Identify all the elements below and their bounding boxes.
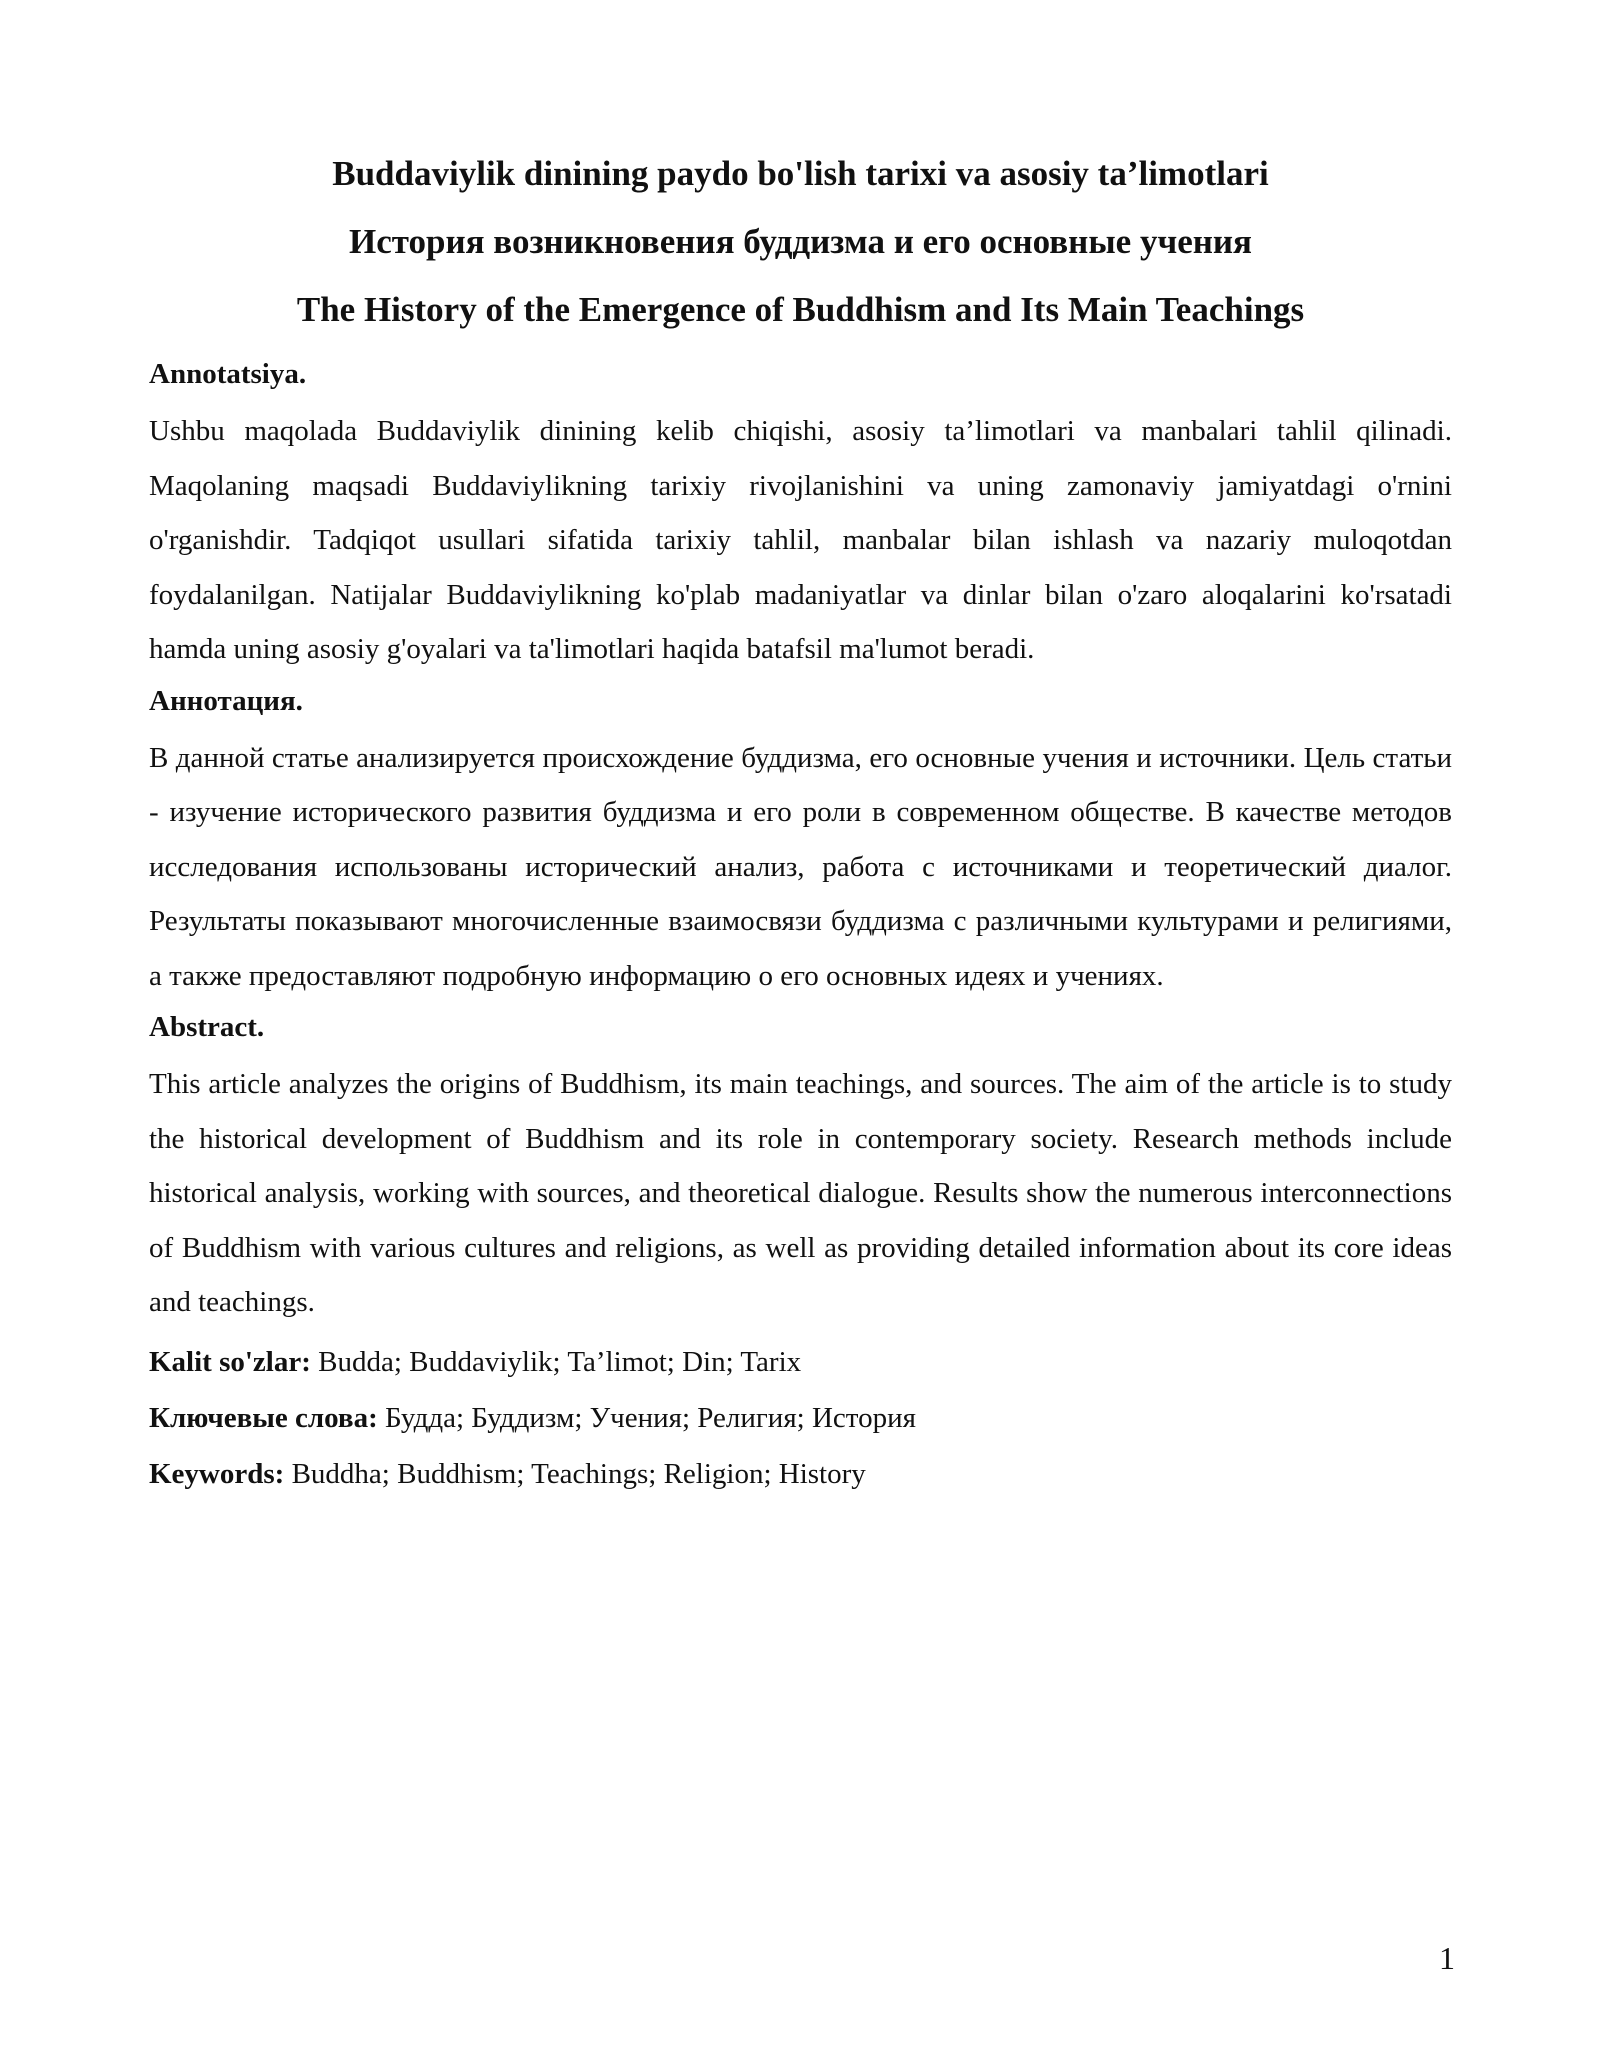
abstract-english-text: This article analyzes the origins of Buddhism, its main teachings, and sources. The aim of the article is to study the historical development of Buddhism and its role in contemporary society. Research methods include historical analysis, working with sources, and theoretical dialogue. Results show the numerous interconnections of Buddhism with various cultures and religions, as well as providing detailed information about its core ideas and teachings. — [149, 1068, 1452, 1318]
keywords-russian-label: Ключевые слова: — [149, 1401, 378, 1434]
keywords-block — [149, 1334, 1452, 1502]
keywords-russian — [149, 1390, 1452, 1446]
abstract-uzbek-section — [149, 354, 1452, 677]
keywords-english-label: Keywords: — [149, 1457, 285, 1490]
keywords-uzbek-value: Budda; Buddaviylik; Ta’limot; Din; Tarix — [310, 1345, 802, 1378]
abstract-russian-section — [149, 681, 1452, 1004]
page-number: 1 — [1439, 1940, 1455, 1976]
abstract-russian-text: В данной статье анализируется происхождение буддизма, его основные учения и источники. Цель статьи - изучение исторического развития буддизма и его роли в современном обществе. В качестве методов исследования использованы исторический анализ, работа с источниками и теоретический диалог. Результаты показывают многочисленные взаимосвязи буддизма с различными культурами и религиями, а также предоставляют подробную информацию о его основных идеях и учениях. — [149, 741, 1452, 992]
abstract-uzbek-text: Ushbu maqolada Buddaviylik dinining kelib chiqishi, asosiy ta’limotlari va manbalari tahlil qilinadi. Maqolaning maqsadi Buddaviylikning tarixiy rivojlanishini va uning zamonaviy jamiyatdagi o'rnini o'rganishdir. Tadqiqot usullari sifatida tarixiy tahlil, manbalar bilan ishlash va nazariy muloqotdan foydalanilgan. Natijalar Buddaviylikning ko'plab madaniyatlar va dinlar bilan o'zaro aloqalarini ko'rsatadi hamda uning asosiy g'oyalari va ta'limotlari haqida batafsil ma'lumot beradi. — [149, 415, 1452, 665]
keywords-uzbek-label: Kalit so'zlar: — [149, 1345, 311, 1378]
title-block — [149, 140, 1452, 344]
abstract-english-heading: Abstract. — [149, 1011, 265, 1043]
title-russian: История возникновения буддизма и его основные учения — [348, 222, 1252, 261]
abstract-russian-heading: Аннотация. — [149, 684, 303, 717]
title-uzbek: Buddaviylik dinining paydo bo'lish tarixi va asosiy ta’limotlari — [332, 154, 1269, 193]
page-content — [149, 140, 1452, 1502]
keywords-uzbek — [149, 1334, 1452, 1390]
title-english: The History of the Emergence of Buddhism and Its Main Teachings — [296, 290, 1305, 329]
keywords-english-value: Buddha; Buddhism; Teachings; Religion; History — [284, 1457, 866, 1490]
keywords-russian-value: Будда; Буддизм; Учения; Религия; История — [377, 1401, 916, 1434]
abstract-uzbek-heading: Annotatsiya. — [149, 358, 307, 390]
abstract-english-section — [149, 1007, 1452, 1330]
keywords-english — [149, 1446, 1452, 1502]
